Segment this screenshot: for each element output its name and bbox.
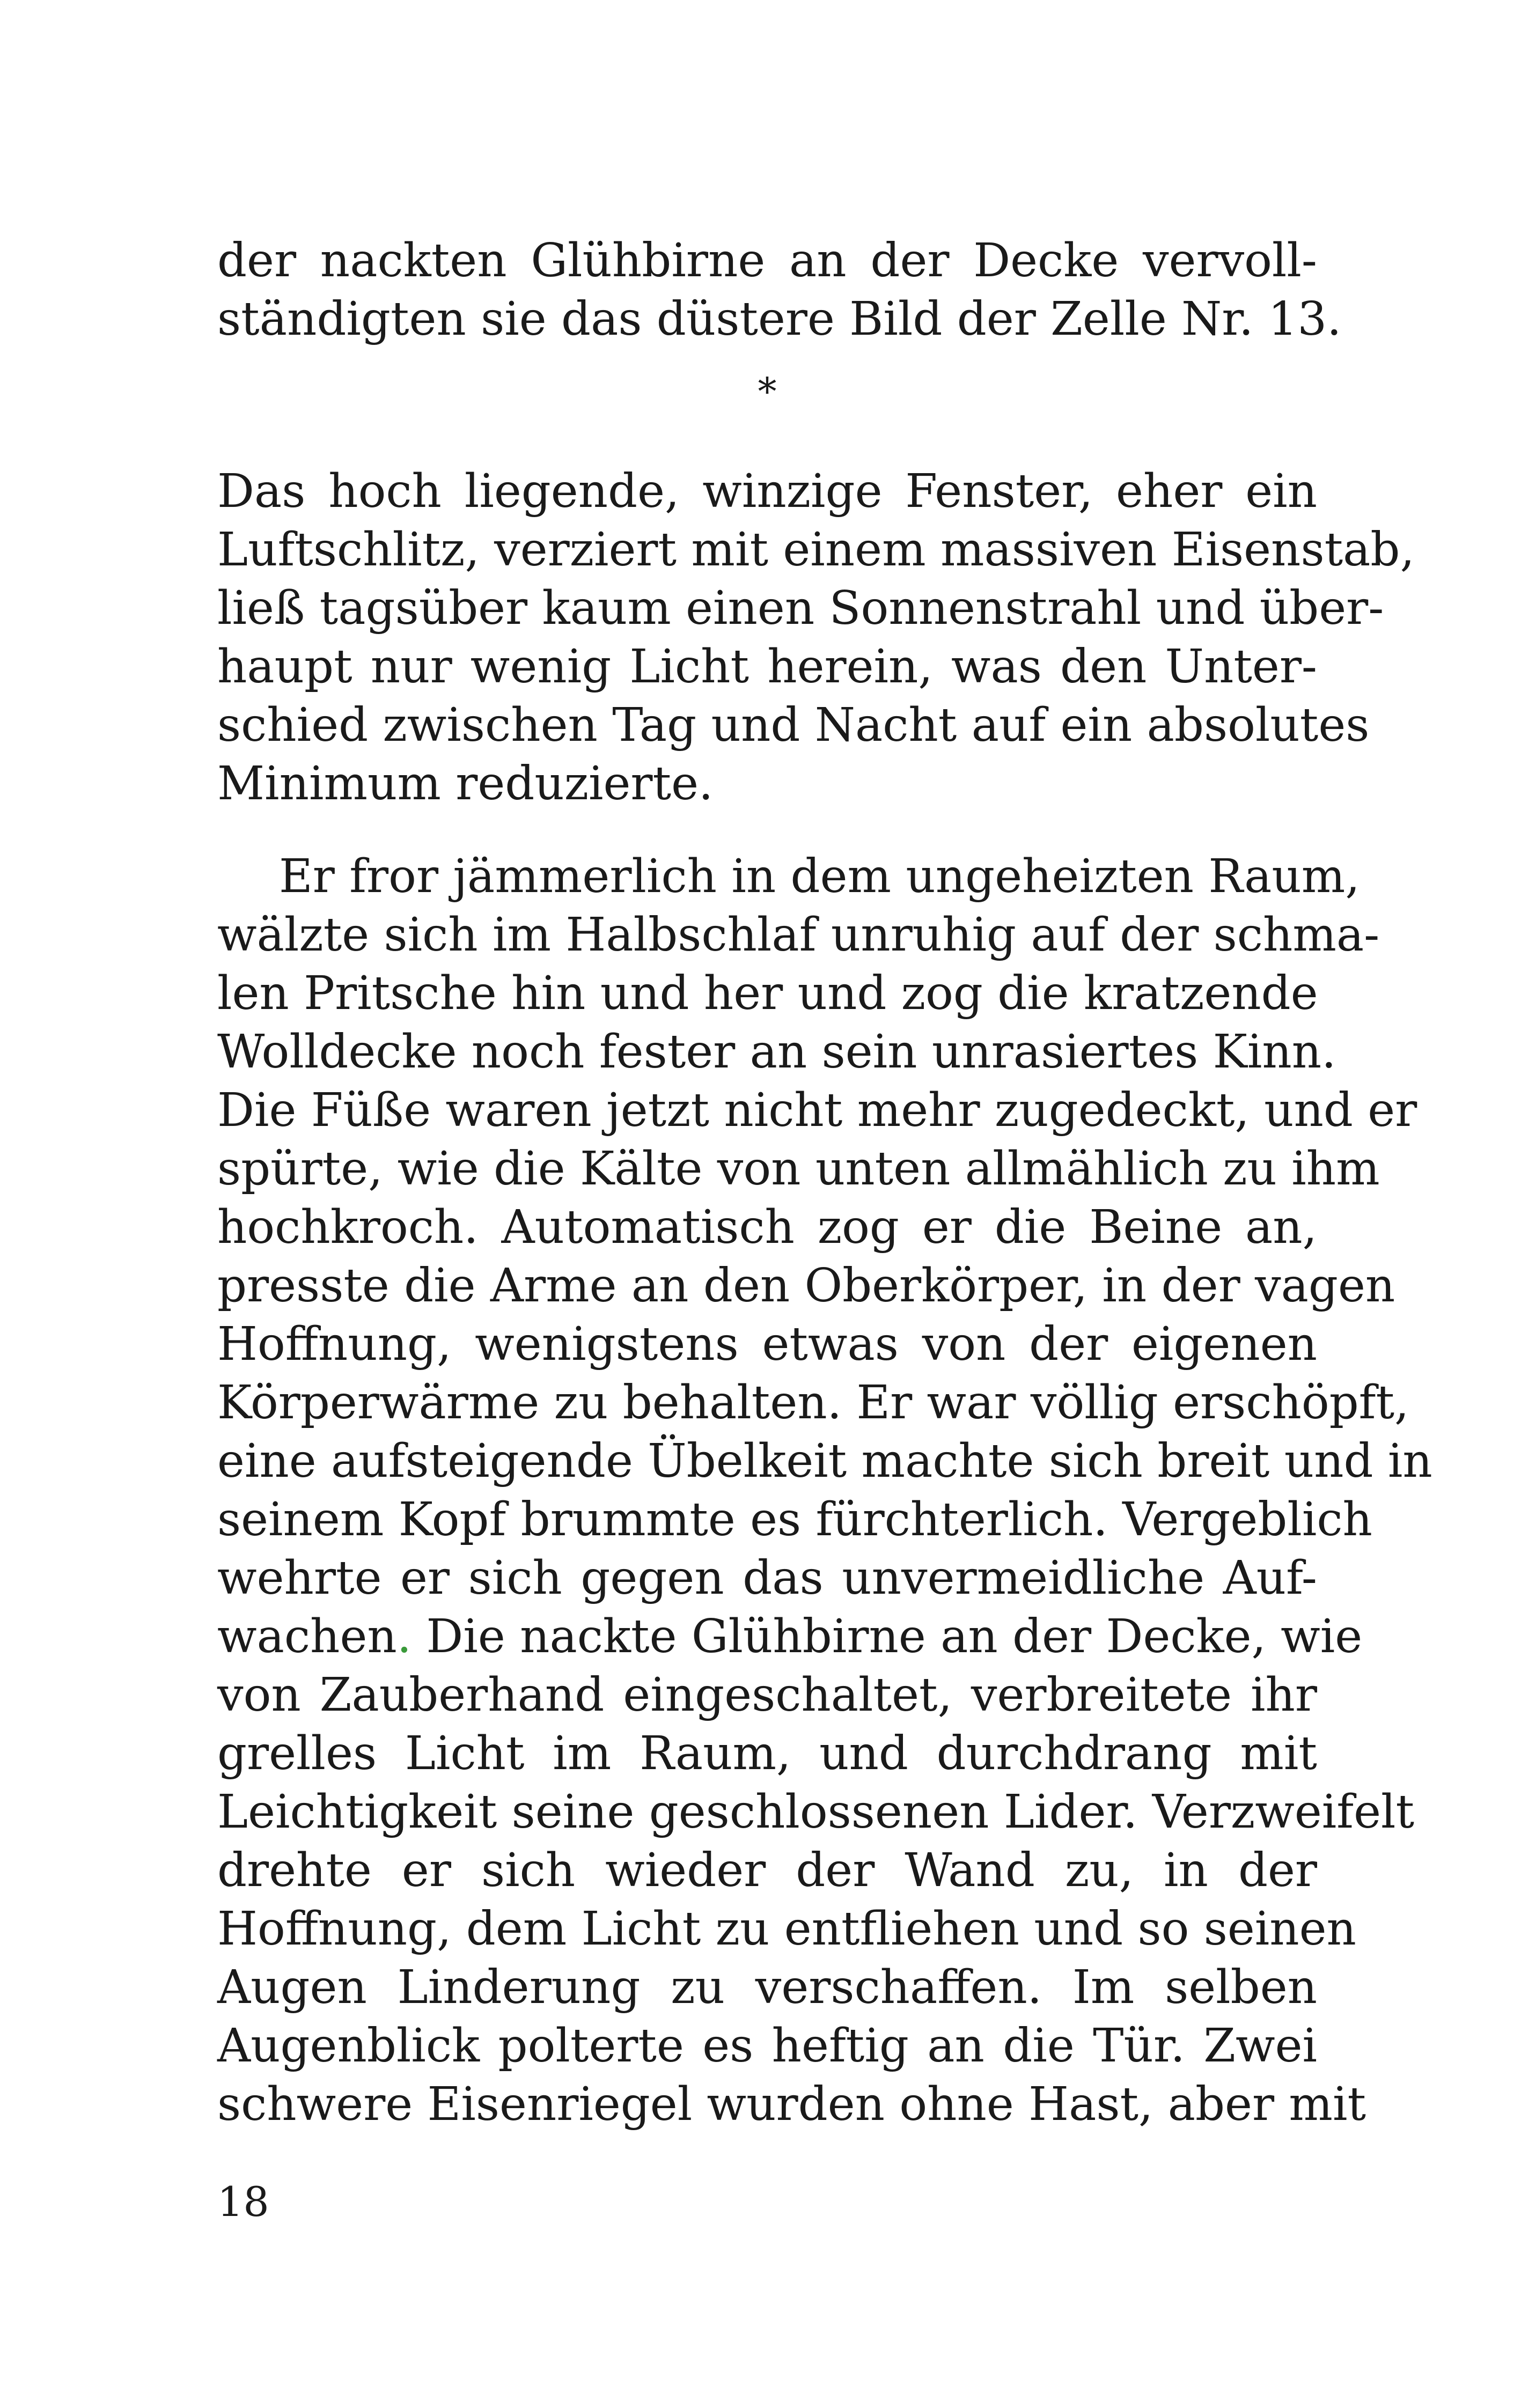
text-line: eine aufsteigende Übelkeit machte sich breit und in: [217, 1434, 1432, 1488]
text-line: ließ tagsüber kaum einen Sonnenstrahl und über-: [217, 581, 1384, 635]
highlighted-period: .: [396, 1610, 412, 1663]
text-line: wehrte er sich gegen das unvermeidliche Auf-: [217, 1551, 1317, 1605]
text-line: Körperwärme zu behalten. Er war völlig erschöpft,: [217, 1376, 1409, 1430]
page-number: 18: [217, 2178, 269, 2226]
text-line: schwere Eisenriegel wurden ohne Hast, aber mit: [217, 2078, 1366, 2131]
paragraph-window: [217, 462, 1415, 813]
section-separator: *: [758, 370, 777, 414]
text-line: seinem Kopf brummte es fürchterlich. Vergeblich: [217, 1493, 1372, 1547]
paragraph-continued: [217, 232, 1342, 349]
text-line: von Zauberhand eingeschaltet, verbreitete ihr: [217, 1668, 1317, 1722]
text-line: grelles Licht im Raum, und durchdrang mit: [217, 1727, 1317, 1780]
text-line: haupt nur wenig Licht herein, was den Unter-: [217, 640, 1317, 694]
text-line: Leichtigkeit seine geschlossenen Lider. Verzweifelt: [217, 1785, 1415, 1839]
text-line: len Pritsche hin und her und zog die kratzende: [217, 967, 1318, 1020]
text-line: presste die Arme an den Oberkörper, in der vagen: [217, 1259, 1395, 1313]
text-line: Augenblick polterte es heftig an die Tür. Zwei: [217, 2019, 1317, 2073]
text-line: spürte, wie die Kälte von unten allmählich zu ihm: [217, 1142, 1380, 1196]
text-line: Das hoch liegende, winzige Fenster, eher ein: [217, 465, 1317, 518]
text-line: Wolldecke noch fester an sein unrasiertes Kinn.: [217, 1025, 1336, 1079]
text-line: Die Füße waren jetzt nicht mehr zugedeckt, und er: [217, 1084, 1417, 1137]
text-fragment: Die nackte Glühbirne an der Decke, wie: [412, 1610, 1363, 1663]
text-line: ständigten sie das düstere Bild der Zelle Nr. 13.: [217, 292, 1342, 346]
text-line: [217, 1608, 1363, 1666]
text-line: hochkroch. Automatisch zog er die Beine an,: [217, 1201, 1317, 1254]
text-line: wälzte sich im Halbschlaf unruhig auf der schma-: [217, 908, 1380, 962]
text-line: Minimum reduzierte.: [217, 757, 714, 811]
text-line: der nackten Glühbirne an der Decke vervoll-: [217, 234, 1317, 288]
text-line: Hoffnung, dem Licht zu entfliehen und so seinen: [217, 1902, 1356, 1956]
text-line: drehte er sich wieder der Wand zu, in der: [217, 1844, 1317, 1897]
text-line: Er fror jämmerlich in dem ungeheizten Raum,: [279, 850, 1360, 903]
text-line: schied zwischen Tag und Nacht auf ein absolutes: [217, 698, 1370, 752]
text-line: Luftschlitz, verziert mit einem massiven Eisenstab,: [217, 523, 1415, 577]
text-line: Augen Linderung zu verschaffen. Im selben: [217, 1961, 1317, 2014]
text-line: Hoffnung, wenigstens etwas von der eigenen: [217, 1317, 1317, 1371]
paragraph-cold: [217, 848, 1432, 2134]
text-fragment: wachen: [217, 1610, 397, 1663]
